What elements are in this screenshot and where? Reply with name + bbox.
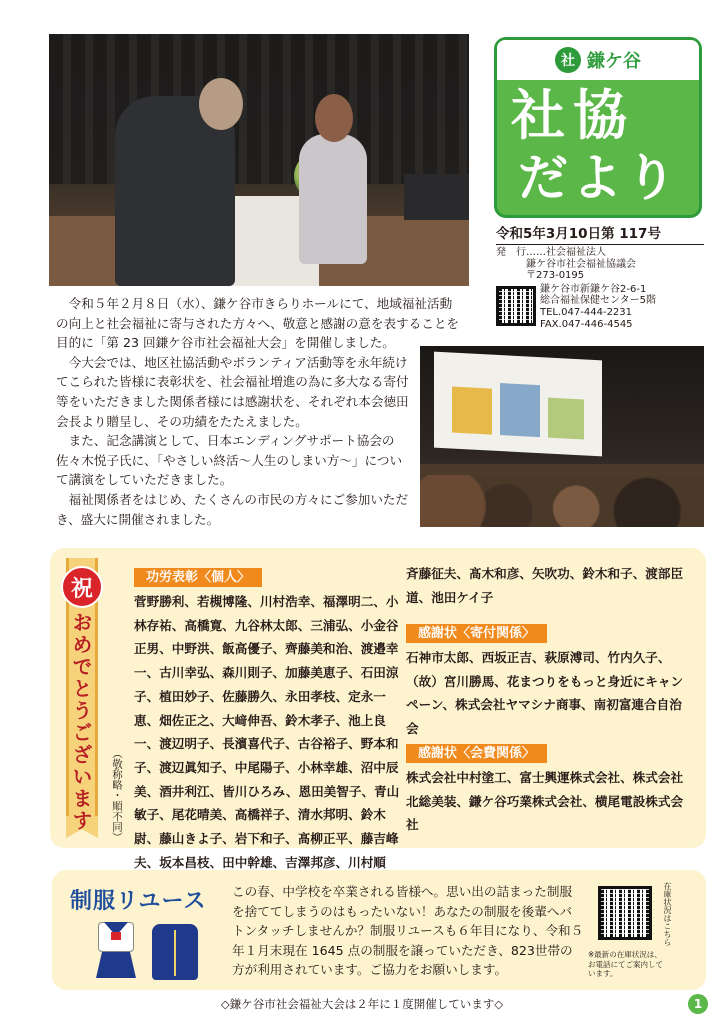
masthead xyxy=(494,37,702,218)
category-heading: 感謝状〈寄付関係〉 xyxy=(406,624,547,643)
intro-paragraph: 福祉関係者をはじめ、たくさんの市民の方々にご参加いただき、盛大に開催されました。 xyxy=(56,491,409,527)
award-names: 菅野勝利、若槻博隆、川村浩幸、福澤明二、小林存祐、高橋寛、九谷林太郎、三浦弘、小金谷正男、中野洪、飯高優子、齊藤美和治、渡邉幸一、古川幸弘、森川則子、加藤美恵子、石田涼子、植田妙子、佐藤勝久、永田孝枝、定永一恵、畑佐正之、大﨑伸吾、鈴木孝子、池上良一、渡辺明子、長濱喜代子、古谷裕子、野本和子、渡辺眞知子、中尾陽子、小林幸雄、沼中辰美、酒井利江、皆川ひろみ、恩田美智子、青山敏子、尾花晴美、高橋祥子、清水邦明、鈴木尉、藤山きよ子、岩下和子、髙柳正平、藤吉峰夫、坂本昌枝、田中幹雄、吉澤邦彦、川村順 xyxy=(134,594,400,870)
award-names: 石神市太郎、西坂正吉、萩原溥司、竹内久子、（故）宮川勝馬、花まつりをもっと身近にキャンペーン、株式会社ヤマシナ商事、南初富連合自治会 xyxy=(406,650,684,737)
tel: TEL.047-444-2231 xyxy=(540,307,633,319)
address-line: 総合福祉保健センター5階 xyxy=(540,295,656,307)
stock-vertical-note: 在庫状況はこちら xyxy=(663,882,672,946)
qr-code-icon[interactable] xyxy=(598,886,652,940)
intro-paragraph: 令和５年２月８日（水）、鎌ケ谷市きらりホールにて、地域福祉活動の向上と社会福祉に寄与された方々へ、敬意と感謝の意を表することを目的に「第 23 回鎌ケ谷市社会福祉大会」を開催しました。 xyxy=(56,296,459,351)
category-heading: 感謝状〈会費関係〉 xyxy=(406,744,547,763)
newsletter-title-2: だより xyxy=(518,149,680,207)
award-names: 株式会社中村塗工、富士興運株式会社、株式会社北総美装、鎌ケ谷巧業株式会社、横尾電設株式会社 xyxy=(406,770,684,833)
award-names: 斉藤征夫、髙木和彦、矢吹功、鈴木和子、渡部臣道、池田ケイ子 xyxy=(406,566,684,605)
congratulations-ribbon xyxy=(60,558,104,848)
issue-date-number: 令和5年3月10日第 117号 xyxy=(496,222,704,245)
logo xyxy=(497,40,699,80)
intro-paragraph: 今大会では、地区社協活動やボランティア活動等を永年続けてこられた皆様に表彰状を、社会福祉増進の為に多大なる寄付等をいただきました関係者様には感謝状を、それぞれ本会徳田会長より贈呈し、その功績をたたえました。 xyxy=(56,354,409,429)
category-heading: 功労表彰〈個人〉 xyxy=(134,568,262,587)
logo-text: 鎌ケ谷 xyxy=(587,51,641,72)
sailor-uniform-icon xyxy=(94,922,138,980)
gakuran-uniform-icon xyxy=(152,924,198,980)
ceremony-photo xyxy=(49,34,469,286)
postal-code: 〒273-0195 xyxy=(526,270,585,281)
uniform-reuse-section xyxy=(52,870,706,990)
footer-note: ◇鎌ケ谷市社会福祉大会は２年に１度開催しています◇ xyxy=(220,997,504,1011)
newsletter-title-1: 社協 xyxy=(511,84,635,147)
reuse-text: この春、中学校を卒業される皆様へ。思い出の詰まった制服を捨ててしまうのはもったいない！あなたの制服を後輩へバトンタッチしませんか？制服リユースも６年目になり、令和５年１月末現在 1645 点の制服を譲っていただき、823世帯の方が利用されています。ご協力をお願いします。 xyxy=(232,884,584,978)
publisher-line-2: 鎌ケ谷市社会福祉協議会 xyxy=(526,258,636,270)
intro-article xyxy=(56,294,459,529)
address-line: 鎌ケ谷市新鎌ケ谷2-6-1 xyxy=(540,283,647,295)
awards-section xyxy=(50,548,706,870)
lecture-photo xyxy=(420,346,704,527)
fax: FAX.047-446-4545 xyxy=(540,318,633,330)
logo-mark-icon: 社 xyxy=(555,47,581,73)
iwai-badge: 祝 xyxy=(61,566,103,608)
stock-note: ※最新の在庫状況は、お電話にてご案内しています。 xyxy=(588,950,663,978)
qr-code-icon[interactable] xyxy=(496,286,536,326)
reuse-title: 制服リユース xyxy=(70,889,207,914)
honorific-note: （敬称略・順不同） xyxy=(111,748,123,843)
publisher-line-1: 発 行……社会福祉法人 xyxy=(496,247,606,258)
issue-info xyxy=(496,222,704,340)
intro-paragraph: また、記念講演として、日本エンディングサポート協会の佐々木悦子氏に、「やさしい終活～人生のしまい方～」について講演をしていただきました。 xyxy=(56,433,403,488)
congratulations-text: おめでとうございます xyxy=(69,612,93,832)
page-number: 1 xyxy=(688,994,708,1014)
